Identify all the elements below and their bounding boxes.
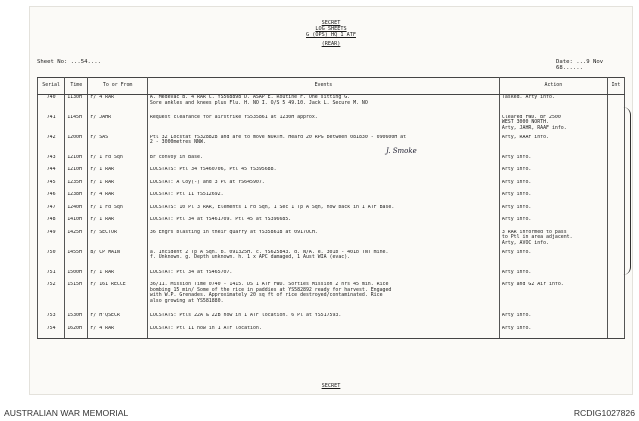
events-line: LOCSTATS: 10 Pl 3 RAR, Elements 1 Fd Sqn, 1 Sec 1 Tp A Sqn, now back in 1 ATF Base. [149,204,395,210]
action-line: to Ptl in area adjacent. [501,234,573,241]
serial-cell: 744 [38,167,65,180]
time-cell: 1235H [65,180,88,193]
time-cell: 1410H [65,217,88,230]
action-line: Arty info. [501,167,532,172]
action-line: Arty info. [501,217,532,222]
serial-cell: 743 [38,155,65,168]
table-row [38,326,625,339]
events-line: 36/11. Mission Time 0740 - 1415. DS 1 ATF FWD. Sorties Mission 2 hrs 45 min. Rice [149,282,389,287]
int-cell [607,282,624,313]
to-from-cell: B/ CP MAIN [88,250,148,270]
time-cell: 1530H [65,313,88,326]
events-cell [147,155,499,168]
time-cell: 1240H [65,205,88,218]
header-serial: Serial [38,78,65,95]
action-line: Arty info. [501,313,532,318]
action-cell [499,135,607,155]
events-cell [147,313,499,326]
action-cell [499,167,607,180]
table-row [38,95,625,115]
serial-cell: 747 [38,205,65,218]
action-cell [499,192,607,205]
events-line: LOCSTATS: Ptls 22A & 22B now in 1 ATF location. 6 Pl at YS517593. [149,313,342,318]
table-row [38,217,625,230]
serial-cell: 750 [38,250,65,270]
events-line: with W.P. Grenades. Approximately 20 sq ft of rice destroyed/contaminated. Rice [149,292,383,299]
action-cell [499,313,607,326]
action-line: Arty info. [501,204,532,210]
serial-cell: 745 [38,180,65,193]
events-line: A. Medevac B. 4 RAR C. YS568898 D. ASAP E. Routine F. One sitting G. [149,94,351,100]
events-line: Request clearance for airstrike YS535861 at 1230H approx. [149,114,318,120]
header-events: Events [147,78,499,95]
events-line: LOCSTAT: Ptl 34 at YS461709. Ptl 45 at YS396685. [149,217,292,222]
events-line: 36 Engrs blasting in their quarry at YS358618 at 0917OCH. [149,229,318,235]
events-line: LOCSTAT: Ptl 11 YS512692. [149,192,224,197]
header-int: Int [607,78,624,95]
events-cell [147,250,499,270]
events-cell [147,192,499,205]
log-table [37,77,625,339]
time-cell: 1515H [65,282,88,313]
events-cell [147,326,499,339]
events-line: 2 - 3000metres NNW. [149,139,206,146]
events-line: Sore ankles and knees plus Flu. H. NO I. O/S 5 49.10. Jack L. Secure M. NO [149,99,368,106]
action-line: Arty info. [501,249,532,255]
events-cell [147,95,499,115]
action-cell [499,115,607,135]
serial-cell: 746 [38,192,65,205]
action-cell [499,217,607,230]
header-to-from: To or From [88,78,148,95]
action-cell [499,326,607,339]
log-title: LOG SHEETS [315,26,347,32]
table-header-row [38,78,625,95]
table-row [38,155,625,168]
time-cell: 1620H [65,326,88,339]
handwritten-brace [620,107,631,275]
action-line: Arty info. [501,192,532,197]
to-from-cell: F/ 1 RAR [88,167,148,180]
table-row [38,230,625,250]
time-cell: 1500H [65,270,88,283]
to-from-cell: F/ SAS [88,135,148,155]
serial-cell: 740 [38,95,65,115]
to-from-cell: F/ 161 RECCE [88,282,148,313]
serial-cell: 751 [38,270,65,283]
to-from-cell: F/ 1 Fd Sqn [88,205,148,218]
action-cell [499,230,607,250]
action-cell [499,282,607,313]
to-from-cell: F/ 4 RAR [88,326,148,339]
serial-cell: 752 [38,282,65,313]
to-from-cell: F/ 4 RAR [88,95,148,115]
classification-top: SECRET [321,20,341,26]
action-line: Cleared FWD. BF 2500 [501,114,561,120]
events-cell [147,230,499,250]
action-cell [499,180,607,193]
classification-bottom: SECRET [321,383,341,389]
serial-cell: 754 [38,326,65,339]
archive-reference: RCDIG1027826 [573,408,635,418]
date-field: Date: ...9 Nov 68...... [556,59,604,71]
to-from-cell: F/ 1 RAR [88,270,148,283]
time-cell: 1130H [65,95,88,115]
action-cell [499,270,607,283]
events-line: LOCSTAT: Ptl 34 at YS465707. [149,269,233,275]
to-from-cell: F/ 4 RAR [88,192,148,205]
to-from-cell: F/ 1 Fd Sqn [88,155,148,168]
action-line: Arty, RAAF info. [501,134,550,140]
time-cell: 1200H [65,135,88,155]
serial-cell: 741 [38,115,65,135]
to-from-cell: F/ 1 RAR [88,180,148,193]
action-line: Arty and G2 Air info. [501,282,564,287]
events-cell [147,205,499,218]
time-cell: 1425H [65,230,88,250]
time-cell: 1455H [65,250,88,270]
table-row [38,192,625,205]
action-line: Arty info. [501,154,532,160]
action-cell [499,155,607,168]
action-line: Arty info. [501,325,532,331]
events-line: LOCSTATS: Ptl 34 YS460706, Ptl 45 YS395688. [149,167,277,172]
header-action: Action [499,78,607,95]
serial-cell: 742 [38,135,65,155]
action-cell [499,95,607,115]
action-line: Arty info. [501,269,532,275]
serial-cell: 748 [38,217,65,230]
events-line: Ptl 32 Locstat YS328828 and are to move NORTH. Heard 20 RPG between 081830 - 090600H at [149,134,407,140]
sheet-number: Sheet No: ...54.... [37,59,101,65]
serial-cell: 749 [38,230,65,250]
to-from-cell: F/ H'QSECR [88,313,148,326]
handwritten-signature: J. Smoke [386,147,417,155]
events-cell [147,115,499,135]
events-line: Br convoy in Base. [149,154,203,160]
table-row [38,205,625,218]
table-row [38,135,625,155]
header-time: Time [65,78,88,95]
table-row [38,180,625,193]
action-line: Arty info. [501,179,532,185]
headquarters-label: G (OPS) HQ 1 ATF [306,32,356,38]
time-cell: 1145H [65,115,88,135]
action-cell [499,205,607,218]
to-from-cell: F/ 1 RAR [88,217,148,230]
int-cell [607,313,624,326]
table-row [38,115,625,135]
events-line: f. Unknown. g. Depth unknown. h. 1 x APC damaged, 1 Aust WIA (evac). [149,254,351,261]
archive-credit: AUSTRALIAN WAR MEMORIAL [4,408,129,418]
action-line: Arty, AVOC info. [501,239,550,246]
events-line: LOCSTAT: A Coy(-) and 3 Pl at YS645907. [149,179,265,185]
action-line: WEST 3000 NORTH. [501,119,550,126]
action-line: 3 RAR informed to pass [501,229,567,235]
to-from-cell: F/ JAHR [88,115,148,135]
table-row [38,313,625,326]
events-cell [147,180,499,193]
events-cell [147,135,499,155]
action-cell [499,250,607,270]
table-row [38,167,625,180]
location-label: (REAR) [321,41,341,47]
serial-cell: 753 [38,313,65,326]
table-row [38,270,625,283]
log-sheet-page [30,7,632,394]
action-line: Tasked. Arty info. [501,94,555,100]
int-cell [607,326,624,339]
events-cell [147,217,499,230]
events-line: LOCSTAT: Ptl 11 now in 1 ATF location. [149,325,262,331]
action-line: Arty, JAHR, RAAF info. [501,124,567,131]
events-line: also growing at YS581880. [149,297,224,304]
table-row [38,250,625,270]
time-cell: 1210H [65,167,88,180]
time-cell: 1210H [65,155,88,168]
events-line: bombing 15 min/ Some of the rice in paddies at YS582892 ready for harvest. Engaged [149,286,392,293]
events-cell [147,270,499,283]
events-cell [147,282,499,313]
events-cell [147,167,499,180]
time-cell: 1238H [65,192,88,205]
table-row [38,282,625,313]
log-table-body [38,95,625,339]
events-line: a. Incident 2 Tp A Sqn. b. 091325H. c. YS625843. d. N/A. e. 301b - 401b TNT mine. [149,249,389,255]
to-from-cell: F/ SECTOR [88,230,148,250]
